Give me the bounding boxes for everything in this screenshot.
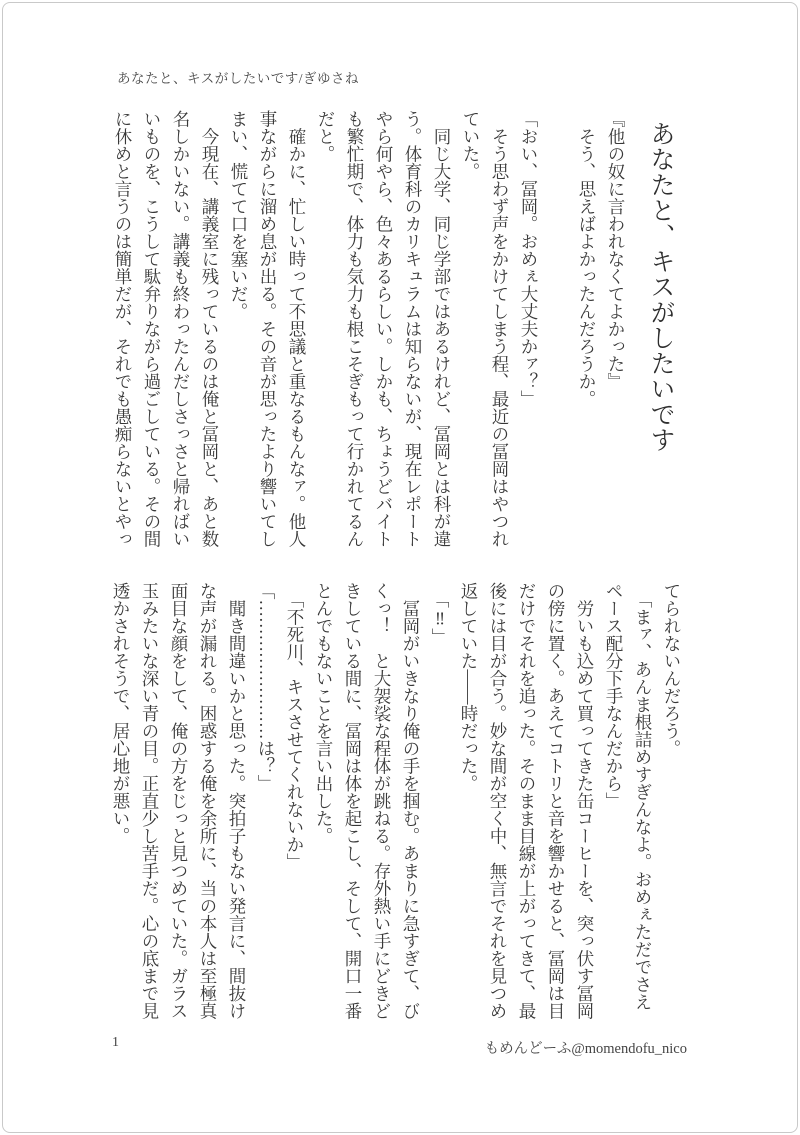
paragraph: 「……………………は？」	[256, 582, 276, 792]
body-bottom-block	[104, 582, 686, 1021]
paragraph: 『他の奴に言われなくてよかった』	[606, 110, 626, 390]
body-top-block	[106, 110, 630, 549]
paragraph: 今現在、講義室に残っているのは俺と冨岡と、あと数名しかいない。講義も終わったんだしさっさと帰ればいいものを、こうして駄弁りながら過ごしている。その間に休めと言うのは簡単だが、それでも愚痴らないとやっ	[113, 110, 220, 548]
paragraph: そう、思えばよかったんだろうか。	[577, 110, 597, 408]
novel-title: あなたと、キスがしたいです	[647, 121, 674, 453]
paragraph: そう思わず声をかけてしまう程、最近の冨岡はやつれていた。	[461, 110, 510, 548]
paragraph: 同じ大学、同じ学部ではあるけれど、冨岡とは科が違う。体育科のカリキュラムは知らないが、現在レポートやら何やら、色々あるらしい。しかも、ちょうどバイトも繁忙期で、体力も気力も根こそぎもって行かれてるんだと。	[316, 110, 452, 548]
footer-page-number: 1	[112, 1035, 119, 1050]
footer-author-credit: もめんどーふ@momendofu_nico	[484, 1041, 687, 1057]
paragraph: 確かに、忙しい時って不思議と重なるもんなァ。他人事ながらに溜め息が出る。その音が思ったより響いてしまい、慌てて口を塞いだ。	[229, 110, 307, 548]
paragraph: 「おい、冨岡。おめぇ大丈夫かァ？」	[519, 110, 539, 408]
paragraph-break	[543, 110, 572, 549]
header-title: あなたと、キスがしたいです/ぎゆさね	[117, 71, 359, 86]
paragraph: てられないんだろう。	[662, 582, 682, 757]
paragraph: 「まァ、あんま根詰めすぎんなよ。おめぇただでさえペース配分下手なんだから」	[604, 582, 653, 1011]
paragraph: 聞き間違いかと思った。突拍子もない発言に、間抜けな声が漏れる。困惑する俺を余所に、当の本人は至極真面目な顔をして、俺の方をじっと見つめていた。ガラス玉みたいな深い青の目。正直少し苦手だ。心の底まで見透かされそうで、居心地が悪い。	[111, 582, 247, 1020]
paragraph: 労いも込めて買ってきた缶コーヒーを、突っ伏す冨岡の傍に置く。あえてコトリと音を響かせると、冨岡は目だけでそれを追った。そのまま目線が上がってきて、最後には目が合う。妙な間が空く中、無言でそれを見つめ返していた――時だった。	[459, 582, 595, 1020]
paragraph: 「不死川、キスさせてくれないか」	[285, 582, 305, 871]
paragraph: 冨岡がいきなり俺の手を掴む。あまりに急すぎて、びくっ！ と大袈裟な程体が跳ねる。存外熱い手にどきどきしている間に、冨岡は体を起こし、そして、開口一番とんでもないことを言い出した。	[314, 582, 421, 1020]
paragraph: 「‼」	[430, 582, 450, 646]
